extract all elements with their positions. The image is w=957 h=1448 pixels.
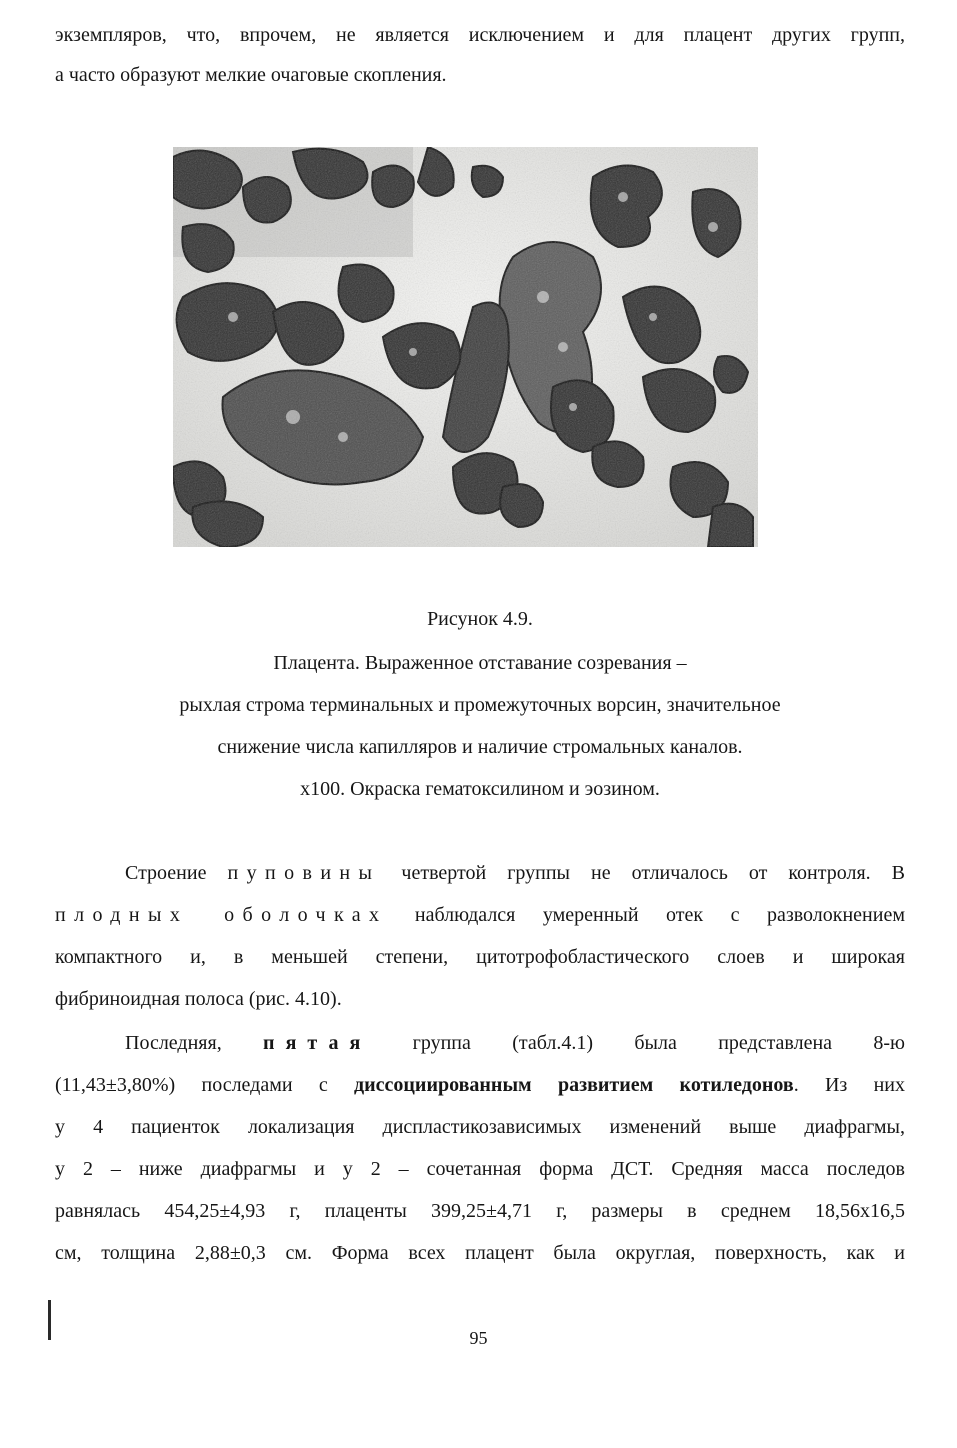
figure-caption-line-2: рыхлая строма терминальных и промежуточных ворсин, значительное xyxy=(179,694,781,716)
figure-caption-line-3: снижение числа капилляров и наличие стромальных каналов. xyxy=(217,736,743,758)
term-dissociated-development: диссоциированным развитием котиледонов xyxy=(354,1074,794,1096)
paragraph-2-line-6: см, толщина 2,88±0,3 см. Форма всех плацент была округлая, поверхность, как и xyxy=(55,1242,905,1264)
paragraph-2-line-1: Последняя, пятая группа (табл.4.1) была представлена 8-ю xyxy=(125,1032,905,1054)
paragraph-1-line-2: плодных оболочках наблюдался умеренный отек с разволокнением xyxy=(55,904,905,926)
figure-caption-line-4: х100. Окраска гематоксилином и эозином. xyxy=(300,778,660,800)
micrograph-image xyxy=(173,147,758,547)
paragraph-1-line-4: фибриноидная полоса (рис. 4.10). xyxy=(55,988,342,1010)
intro-line-1: экземпляров, что, впрочем, не является исключением и для плацент других групп, xyxy=(55,24,905,46)
figure-caption-line-1: Плацента. Выраженное отставание созревания – xyxy=(273,652,687,674)
term-fetal-membranes: плодных оболочках xyxy=(55,904,388,926)
paragraph-2-line-2: (11,43±3,80%) последами с диссоциированным развитием котиледонов. Из них xyxy=(55,1074,905,1096)
paragraph-2-line-4: у 2 – ниже диафрагмы и у 2 – сочетанная форма ДСТ. Средняя масса последов xyxy=(55,1158,905,1180)
figure-label: Рисунок 4.9. xyxy=(427,608,533,630)
paragraph-1-line-3: компактного и, в меньшей степени, цитотрофобластического слоев и широкая xyxy=(55,946,905,968)
term-fifth: пятая xyxy=(263,1032,372,1054)
paragraph-2-line-5: равнялась 454,25±4,93 г, плаценты 399,25±4,71 г, размеры в среднем 18,56х16,5 xyxy=(55,1200,905,1222)
paragraph-2-line-3: у 4 пациенток локализация диспластикозависимых изменений выше диафрагмы, xyxy=(55,1116,905,1138)
page-number: 95 xyxy=(469,1328,488,1348)
paragraph-1-line-1: Строение пуповины четвертой группы не отличалось от контроля. В xyxy=(125,862,906,884)
intro-line-2: а часто образуют мелкие очаговые скопления. xyxy=(55,64,447,86)
term-umbilical-cord: пуповины xyxy=(227,862,381,884)
